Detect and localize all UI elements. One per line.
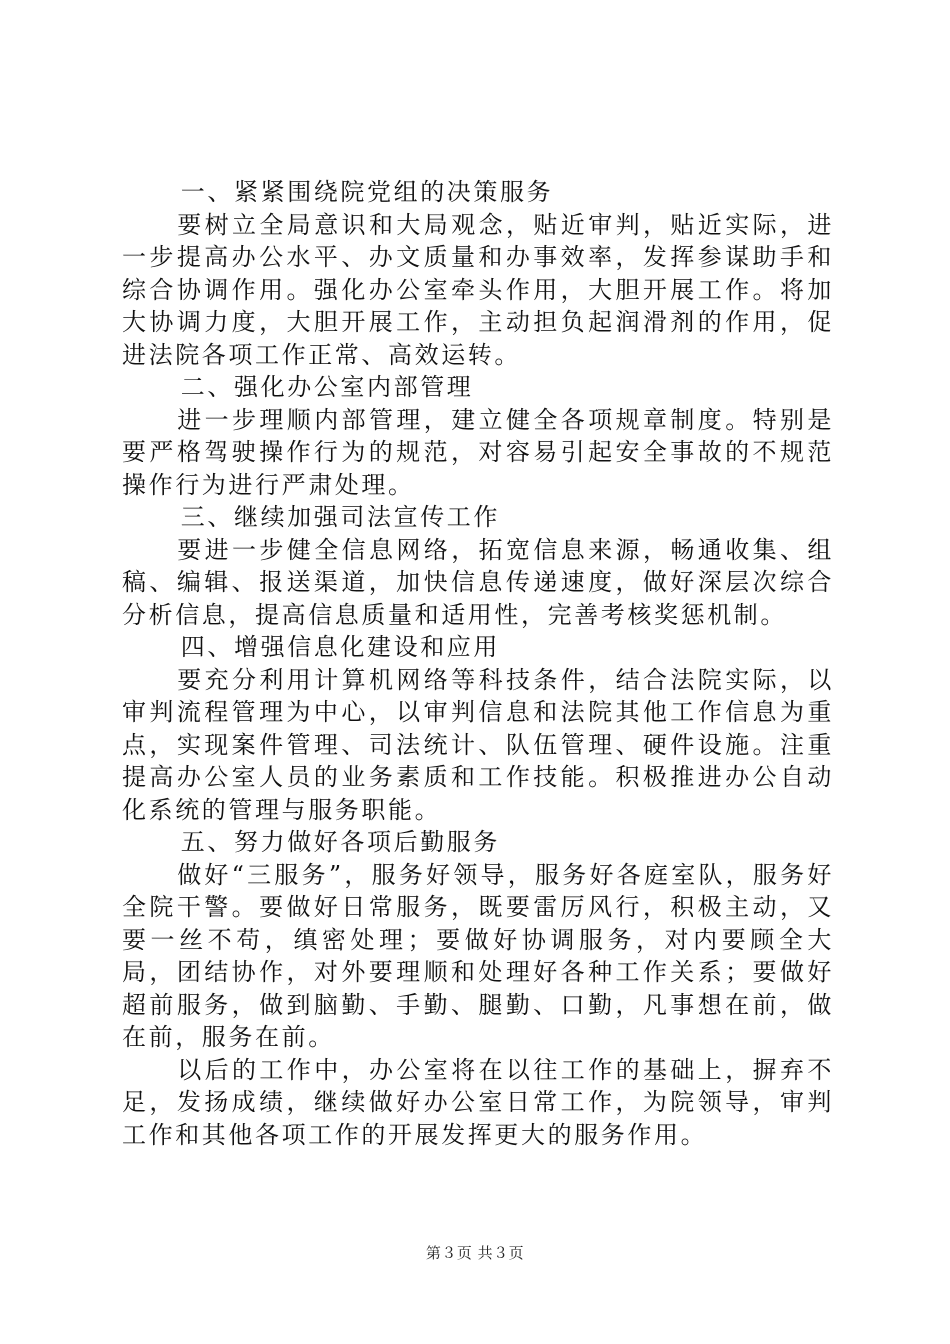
body-paragraph-1: 要树立全局意识和大局观念，贴近审判，贴近实际，进一步提高办公水平、办文质量和办事效率，发挥参谋助手和综合协调作用。强化办公室牵头作用，大胆开展工作。将加大协调力度，大胆开展工作，主动担负起润滑剂的作用，促进法院各项工作正常、高效运转。 [122, 210, 834, 369]
document-body [122, 176, 834, 1151]
section-heading-2: 二、强化办公室内部管理 [180, 373, 474, 401]
page-number-footer: 第３页 共３页 [425, 1244, 525, 1262]
body-paragraph-3: 要进一步健全信息网络，拓宽信息来源，畅通收集、组稿、编辑、报送渠道，加快信息传递速度，做好深层次综合分析信息，提高信息质量和适用性，完善考核奖惩机制。 [122, 535, 834, 629]
body-paragraph-4: 要充分利用计算机网络等科技条件，结合法院实际，以审判流程管理为中心，以审判信息和法院其他工作信息为重点，实现案件管理、司法统计、队伍管理、硬件设施。注重提高办公室人员的业务素质和工作技能。积极推进办公自动化系统的管理与服务职能。 [122, 665, 834, 824]
section-heading-4: 四、增强信息化建设和应用 [180, 633, 500, 661]
body-paragraph-5: 做好“三服务”，服务好领导，服务好各庭室队，服务好全院干警。要做好日常服务，既要雷厉风行，积极主动，又要一丝不苟，缜密处理；要做好协调服务，对内要顾全大局，团结协作，对外要理顺和处理好各种工作关系；要做好超前服务，做到脑勤、手勤、腿勤、口勤，凡事想在前，做在前，服务在前。 [122, 860, 834, 1051]
section-heading-5: 五、努力做好各项后勤服务 [180, 828, 500, 856]
closing-paragraph: 以后的工作中，办公室将在以往工作的基础上，摒弃不足，发扬成绩，继续做好办公室日常工作，为院领导，审判工作和其他各项工作的开展发挥更大的服务作用。 [122, 1055, 834, 1149]
section-heading-3: 三、继续加强司法宣传工作 [180, 503, 500, 531]
body-paragraph-2: 进一步理顺内部管理，建立健全各项规章制度。特别是要严格驾驶操作行为的规范，对容易引起安全事故的不规范操作行为进行严肃处理。 [122, 405, 834, 499]
section-heading-1: 一、紧紧围绕院党组的决策服务 [180, 178, 554, 206]
